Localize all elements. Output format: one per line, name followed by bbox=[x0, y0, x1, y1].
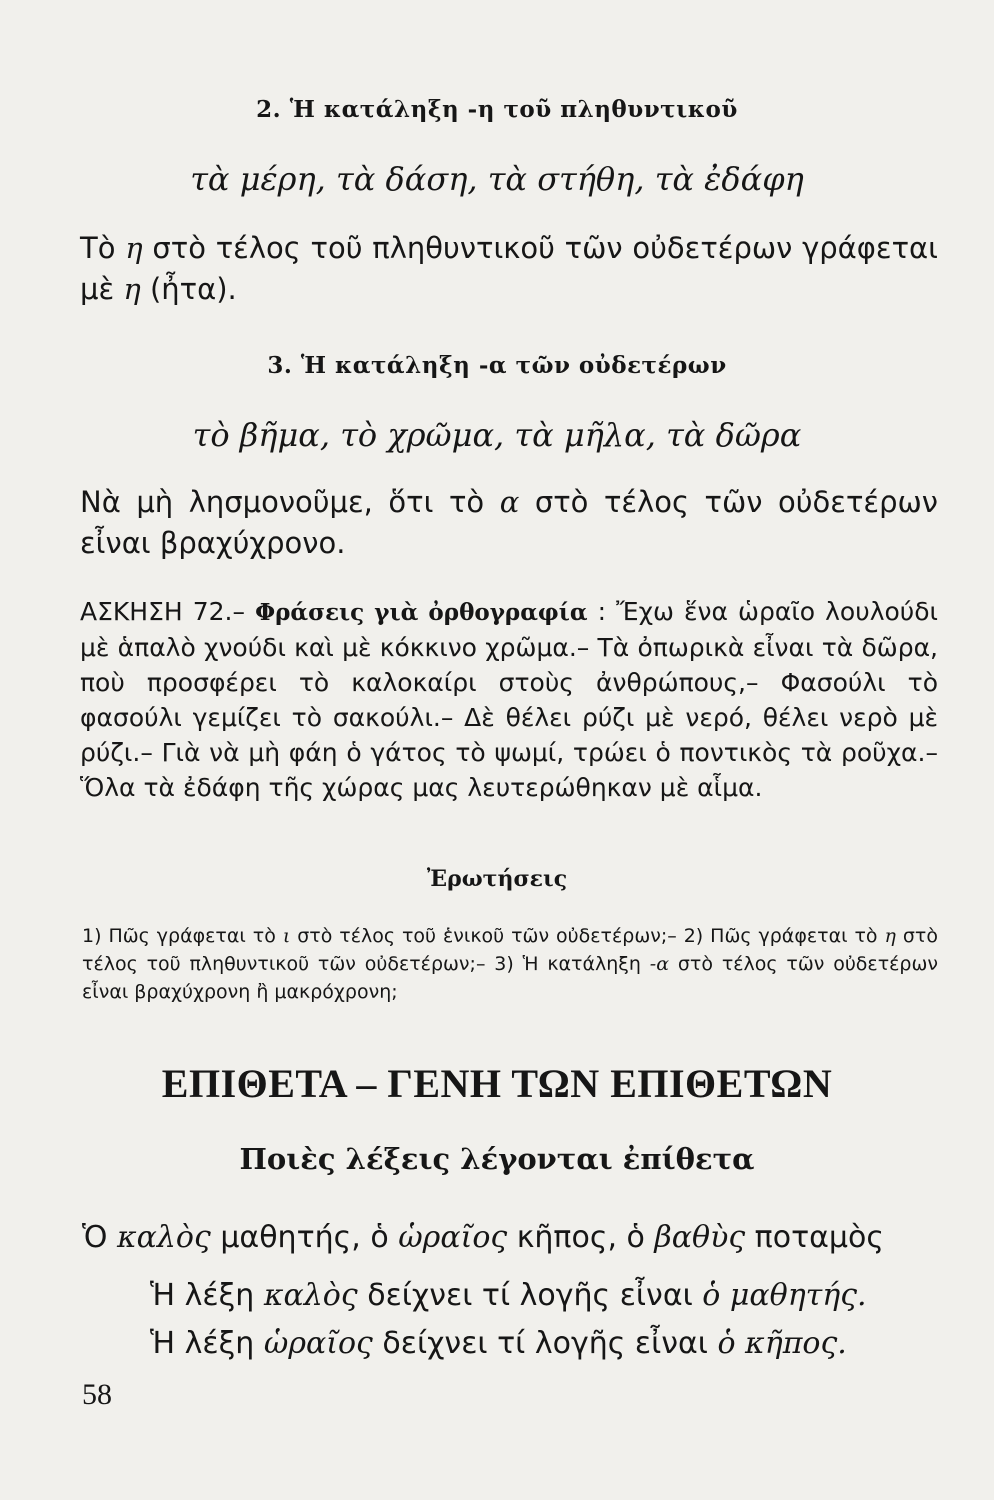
rule-letter: α bbox=[499, 485, 520, 519]
section-2-rule bbox=[80, 228, 938, 310]
rule-text: Τὸ bbox=[80, 231, 126, 265]
adjective-explanation-1 bbox=[150, 1276, 867, 1316]
example-adjective: βαθὺς bbox=[654, 1220, 746, 1255]
adjective-explanation-2 bbox=[150, 1324, 847, 1364]
explanation-noun: ὁ μαθητής. bbox=[702, 1278, 867, 1313]
rule-text: (ἦτα). bbox=[140, 272, 237, 306]
rule-text: Νὰ μὴ λησμονοῦμε, ὅτι τὸ bbox=[80, 485, 500, 519]
section-3-heading: 3. Ἡ κατάληξη -α τῶν οὐδετέρων bbox=[267, 352, 727, 379]
section-2-heading: 2. Ἡ κατάληξη -η τοῦ πληθυντικοῦ bbox=[256, 96, 738, 123]
section-2-examples: τὰ μέρη, τὰ δάση, τὰ στήθη, τὰ ἐδάφη bbox=[190, 160, 804, 198]
question-letter: -α bbox=[649, 953, 670, 975]
example-adjective: καλὸς bbox=[116, 1220, 211, 1255]
question-text: 1) Πῶς γράφεται τὸ bbox=[82, 925, 283, 947]
question-text: στὸ τέλος τοῦ ἑνικοῦ τῶν οὐδετέρων;– 2) Πῶς γράφεται τὸ bbox=[290, 925, 885, 947]
example-adjective: ὡραῖος bbox=[398, 1220, 508, 1255]
example-text: Ὁ bbox=[82, 1220, 117, 1255]
explanation-adjective: καλὸς bbox=[263, 1278, 358, 1313]
explanation-text: δείχνει τί λογῆς εἶναι bbox=[372, 1326, 718, 1361]
chapter-title: ΕΠΙΘΕΤΑ – ΓΕΝΗ ΤΩΝ ΕΠΙΘΕΤΩΝ bbox=[161, 1061, 833, 1106]
rule-text: στὸ τέλος τῶν οὐδετέρων εἶναι βραχύχρονο. bbox=[80, 485, 938, 560]
page-number: 58 bbox=[82, 1378, 112, 1411]
question-letter: ι bbox=[282, 925, 291, 947]
rule-text: στὸ τέλος τοῦ πληθυντικοῦ τῶν οὐδετέρων γράφεται μὲ bbox=[80, 231, 938, 306]
example-text: κῆπος, ὁ bbox=[507, 1220, 655, 1255]
exercise-72 bbox=[80, 594, 938, 805]
exercise-number: ΑΣΚΗΣΗ 72.– bbox=[80, 597, 246, 626]
explanation-adjective: ὡραῖος bbox=[263, 1326, 373, 1361]
questions-list bbox=[82, 922, 938, 1006]
explanation-text: Ἡ λέξη bbox=[150, 1278, 264, 1313]
explanation-noun: ὁ κῆπος. bbox=[717, 1326, 847, 1361]
exercise-label: Φράσεις γιὰ ὀρθογραφία bbox=[255, 599, 588, 626]
question-text: στὸ τέλος τοῦ πληθυντικοῦ τῶν οὐδετέρων;– 3) Ἡ κατάληξη bbox=[82, 925, 938, 975]
example-text: ποταμὸς bbox=[745, 1220, 884, 1255]
section-3-examples: τὸ βῆμα, τὸ χρῶμα, τὰ μῆλα, τὰ δῶρα bbox=[192, 416, 802, 454]
explanation-text: Ἡ λέξη bbox=[150, 1326, 264, 1361]
rule-letter: η bbox=[123, 272, 141, 306]
example-text: μαθητής, ὁ bbox=[210, 1220, 399, 1255]
questions-title: Ἐρωτήσεις bbox=[426, 866, 568, 892]
adjective-examples bbox=[82, 1218, 884, 1258]
section-3-rule bbox=[80, 482, 938, 564]
exercise-text: : Ἔχω ἕνα ὡραῖο λουλούδι μὲ ἁπαλὸ χνούδι καὶ μὲ κόκκινο χρῶμα.– Τὰ ὀπωρικὰ εἶναι τὰ δῶρα, ποὺ προσφέρει τὸ καλοκαίρι στοὺς ἀνθρώπους,– Φασούλι τὸ φασούλι γεμίζει τὸ σακούλι.– Δὲ θέλει ρύζι μὲ νερό, θέλει νερὸ μὲ ρύζι.– Γιὰ νὰ μὴ φάη ὁ γάτος τὸ ψωμί, τρώει ὁ ποντικὸς τὰ ροῦχα.–Ὅλα τὰ ἐδάφη τῆς χώρας μας λευτερώθηκαν μὲ αἷμα. bbox=[80, 597, 938, 802]
question-letter: η bbox=[884, 925, 896, 947]
section-title: Ποιὲς λέξεις λέγονται ἐπίθετα bbox=[239, 1142, 755, 1176]
explanation-text: δείχνει τί λογῆς εἶναι bbox=[357, 1278, 703, 1313]
rule-letter: η bbox=[125, 231, 143, 265]
question-text: στὸ τέλος τῶν οὐδετέρων εἶναι βραχύχρονη ἢ μακρόχρονη; bbox=[82, 953, 938, 1003]
